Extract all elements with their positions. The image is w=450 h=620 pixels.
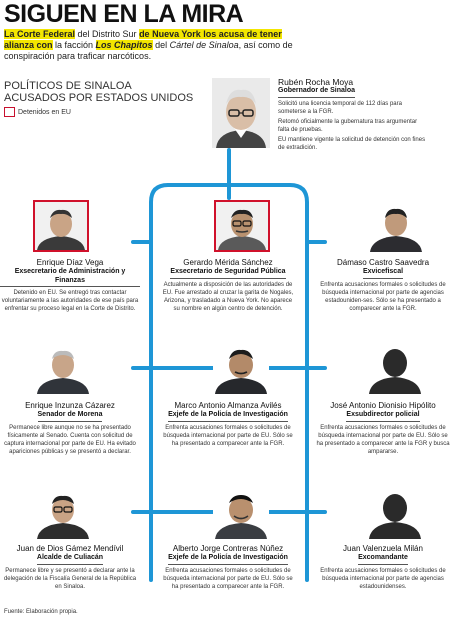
person-card-marco-antonio-almanza-aviles	[162, 401, 294, 448]
person-title: Exsecretario de Administración y Finanzas	[0, 268, 140, 287]
photo-jose-antonio-dionisio-hipolito	[367, 342, 423, 394]
person-title: Exjefe de la Policía de Investigación	[162, 411, 294, 422]
description-line: Solicitó una licencia temporal de 112 días para someterse a la FGR.	[278, 100, 402, 115]
person-title: Alcalde de Culiacán	[0, 554, 140, 565]
person-title: Gobernador de Sinaloa	[278, 87, 430, 98]
person-name: Juan de Dios Gámez Mendívil	[16, 544, 124, 553]
person-card-ruben-rocha-moya	[278, 77, 430, 152]
person-card-damaso-castro-saavedra	[316, 258, 450, 313]
person-description: Actualmente a disposición de las autoridades de EU. Fue arrestado al cruzar la garita de Nogales, Arizona, y trasladado a Nueva York. No aparece su nombre en algún centro de detención.	[162, 281, 294, 312]
person-description: Detenido en EU. Se entregó tras contactar voluntariamente a las autoridades de ese país para enfrentar su proceso legal en la Corte de Distrito.	[1, 290, 139, 312]
person-card-alberto-jorge-contreras-nunez	[162, 544, 294, 591]
person-name: Rubén Rocha Moya	[278, 77, 354, 87]
portrait-icon	[35, 487, 91, 539]
person-name: Dámaso Castro Saavedra	[336, 258, 430, 267]
lead-part: Los Chapitos	[95, 40, 153, 50]
person-name: Marco Antonio Almanza Avilés	[174, 401, 282, 410]
photo-marco-antonio-almanza-aviles	[213, 342, 269, 394]
photo-alberto-jorge-contreras-nunez	[213, 487, 269, 539]
photo-enrique-diaz-vega	[33, 200, 89, 252]
person-title: Exvicefiscal	[316, 268, 450, 279]
portrait-icon	[213, 487, 269, 539]
person-card-gerardo-merida-sanchez	[162, 258, 294, 313]
portrait-icon	[35, 342, 91, 394]
lead-part: de Nueva York los acusa de tener alianza con	[4, 29, 282, 50]
person-name: Enrique Díaz Vega	[36, 258, 104, 267]
person-description: Permanece libre aunque no se ha presentado físicamente al Senado. Cuenta con solicitud de captura internacional por parte de EU. Ha evitado apariciones públicas y se presentó a declarar.	[4, 424, 136, 455]
source-note: Fuente: Elaboración propia.	[4, 609, 78, 615]
person-title: Senador de Morena	[0, 411, 140, 422]
portrait-icon	[216, 202, 268, 250]
connector-branch	[151, 185, 168, 233]
headline: SIGUEN EN LA MIRA	[4, 0, 244, 28]
person-name: Gerardo Mérida Sánchez	[183, 258, 273, 267]
lead-part: Cártel de Sinaloa	[169, 40, 239, 50]
person-title: Exsubdirector policial	[316, 411, 450, 422]
person-title: Exjefe de la Policía de Investigación	[162, 554, 294, 565]
photo-damaso-castro-saavedra	[368, 200, 424, 252]
silhouette-icon	[367, 342, 423, 394]
lead-part: , así como de conspiración para traficar narcóticos.	[4, 40, 293, 61]
person-card-enrique-inzunza-cazarez	[0, 401, 140, 456]
person-card-juan-valenzuela-milan	[316, 544, 450, 591]
description-line: Retomó oficialmente la gubernatura tras argumentar falta de pruebas.	[278, 118, 418, 133]
lead-part: del	[152, 40, 170, 50]
person-name: Alberto Jorge Contreras Núñez	[172, 544, 284, 553]
person-description: Enfrenta acusaciones formales o solicitudes de búsqueda internacional por parte de agencias estadouniden-ses. Sólo se ha presentado a comparecer ante la FGR.	[320, 281, 446, 312]
person-description: Enfrenta acusaciones formales o solicitudes de búsqueda internacional por parte de EU. Sólo se ha presentado a comparecer ante la FGR y busca ampararse.	[316, 424, 450, 455]
person-card-jose-antonio-dionisio-hipolito	[316, 401, 450, 456]
person-description: Enfrenta acusaciones formales o solicitudes de búsqueda internacional por parte de agencias estadounidenses.	[320, 567, 446, 590]
lead-part: del Distrito Sur	[75, 29, 140, 39]
silhouette-icon	[367, 487, 423, 539]
person-card-enrique-diaz-vega	[0, 258, 140, 313]
portrait-icon	[212, 78, 270, 148]
section-title-line: ACUSADOS POR ESTADOS UNIDOS	[4, 92, 194, 104]
photo-gerardo-merida-sanchez	[214, 200, 270, 252]
person-name: Enrique Inzunza Cázarez	[25, 401, 115, 410]
person-title: Exsecretario de Seguridad Pública	[162, 268, 294, 279]
person-card-juan-de-dios-gamez-mendivil	[0, 544, 140, 591]
photo-enrique-inzunza-cazarez	[35, 342, 91, 394]
photo-ruben-rocha-moya	[212, 78, 270, 148]
section-title-line: POLÍTICOS DE SINALOA	[4, 80, 132, 92]
portrait-icon	[213, 342, 269, 394]
photo-juan-valenzuela-milan	[367, 487, 423, 539]
portrait-icon	[368, 200, 424, 252]
person-description	[278, 100, 430, 152]
photo-juan-de-dios-gamez-mendivil	[35, 487, 91, 539]
person-description: Enfrenta acusaciones formales o solicitudes de búsqueda internacional por parte de EU. Sólo se ha presentado a comparecer ante la FGR.	[163, 424, 293, 447]
lead-part: la facción	[52, 40, 96, 50]
lead-part: La Corte Federal	[4, 29, 76, 39]
person-name: Juan Valenzuela Milán	[343, 544, 423, 553]
person-description: Permanece libre y se presentó a declarar ante la delegación de la Fiscalía General de la República en Sinaloa.	[3, 567, 137, 590]
person-name: José Antonio Dionisio Hipólito	[330, 401, 436, 410]
portrait-icon	[35, 202, 87, 250]
description-line: EU mantiene vigente la solicitud de detención con fines de extradición.	[278, 136, 426, 151]
legend-label: Detenidos en EU	[18, 108, 71, 116]
person-description: Enfrenta acusaciones formales o solicitudes de búsqueda internacional por parte de EU. Sólo se ha presentado a comparecer ante la FGR.	[163, 567, 293, 590]
person-title: Excomandante	[316, 554, 450, 565]
